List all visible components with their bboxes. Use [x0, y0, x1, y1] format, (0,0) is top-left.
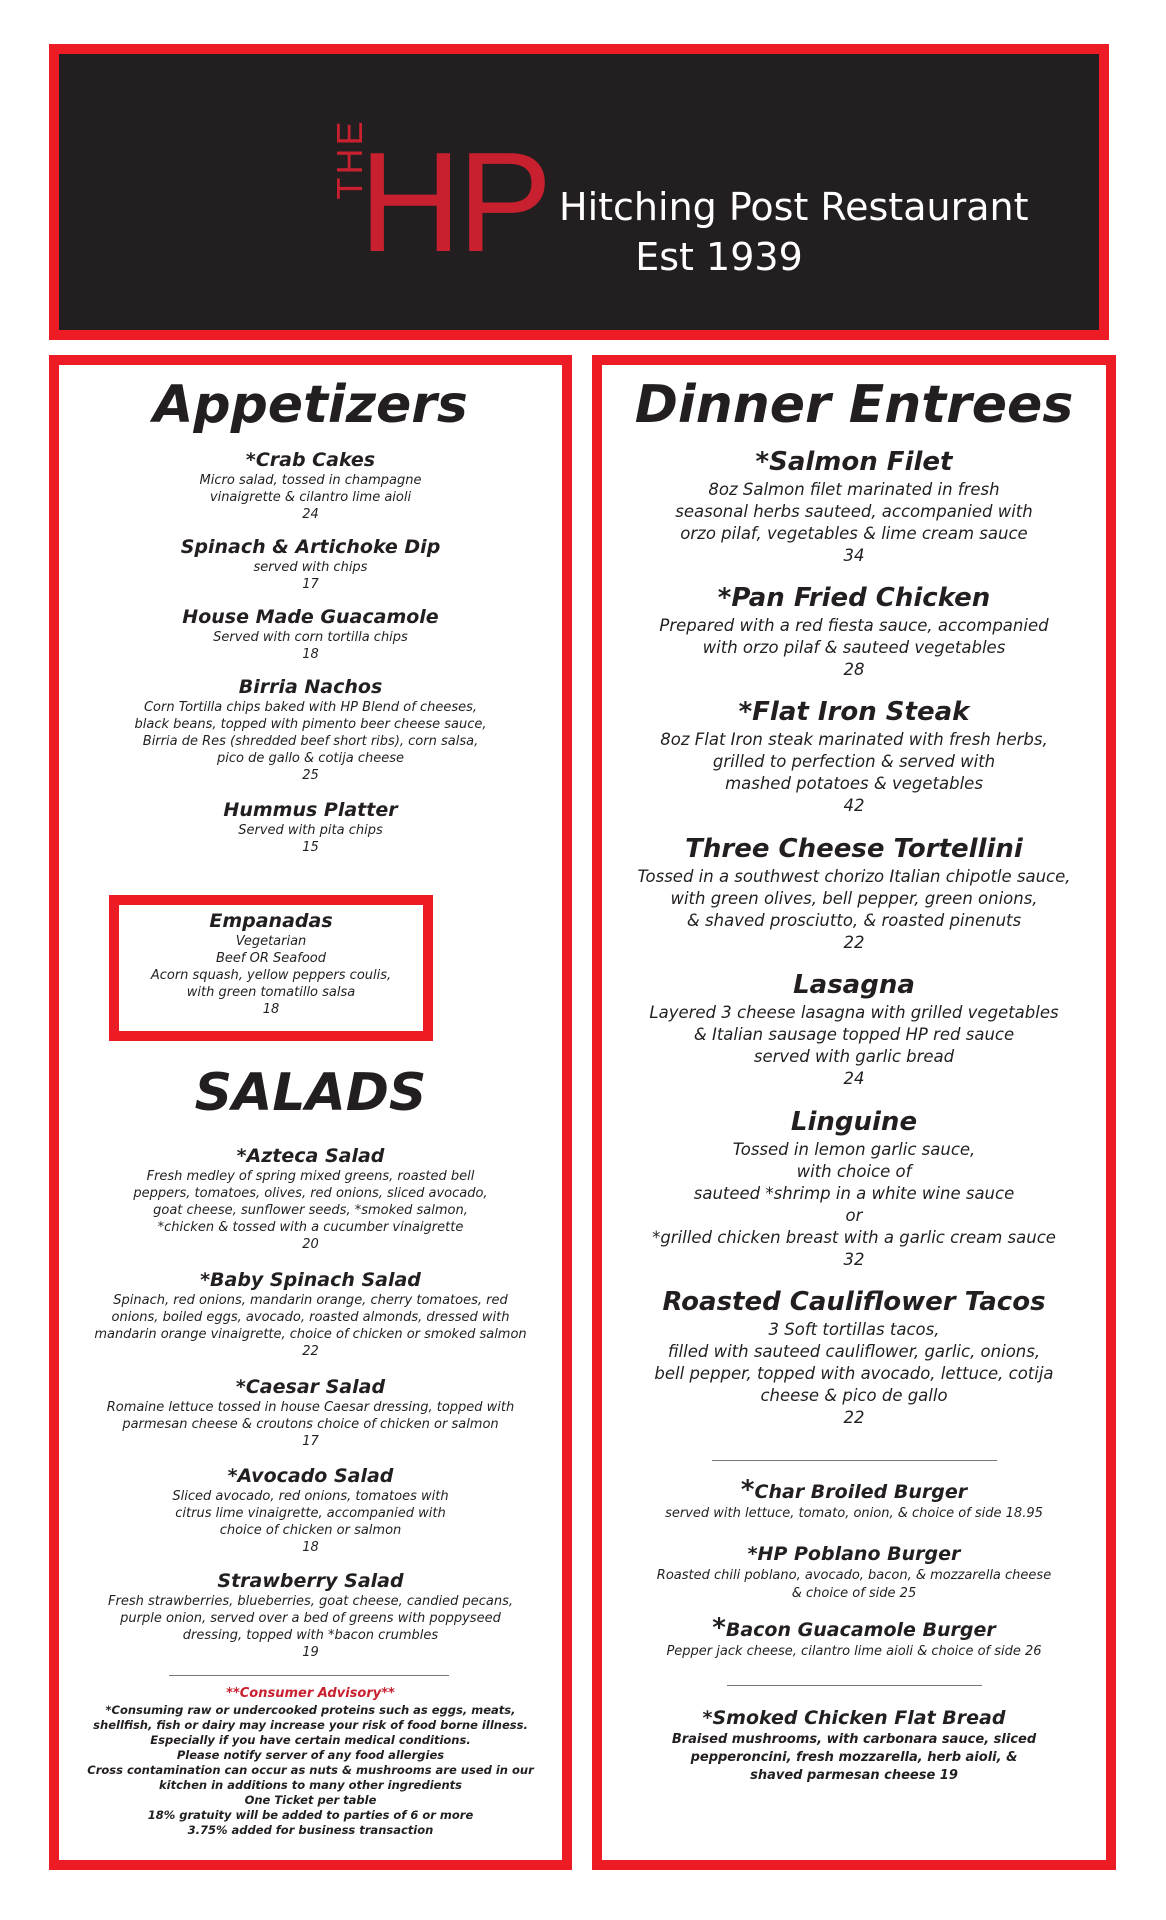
- item-desc: Sliced avocado, red onions, tomatoes with: [172, 1489, 449, 1504]
- item-desc: pepperoncini, fresh mozzarella, herb aioli, &: [690, 1750, 1018, 1765]
- item-desc: Romaine lettuce tossed in house Caesar dressing, topped with: [106, 1400, 515, 1415]
- item-desc: served with garlic bread: [753, 1047, 955, 1066]
- item-desc: mandarin orange vinaigrette, choice of chicken or smoked salmon: [94, 1327, 527, 1342]
- menu-item: [612, 1105, 1096, 1271]
- advisory-line: 3.75% added for business transaction: [187, 1823, 434, 1837]
- item-price: 42: [843, 796, 865, 815]
- item-desc: Tossed in a southwest chorizo Italian chipotle sauce,: [637, 867, 1071, 886]
- item-desc: citrus lime vinaigrette, accompanied with: [175, 1506, 446, 1521]
- advisory-line: *Consuming raw or undercooked proteins such as eggs, meats,: [105, 1703, 516, 1717]
- menu-item: [69, 1268, 552, 1360]
- item-name: *HP Poblano Burger: [747, 1543, 961, 1565]
- item-name: Roasted Cauliflower Tacos: [662, 1287, 1046, 1317]
- item-price: 19: [302, 1645, 319, 1660]
- item-name: House Made Guacamole: [182, 606, 439, 628]
- advisory-line: kitchen in additions to many other ingredients: [159, 1778, 462, 1792]
- advisory-line: Cross contamination can occur as nuts & mushrooms are used in our: [87, 1763, 534, 1777]
- item-desc: Tossed in lemon garlic sauce,: [732, 1140, 976, 1159]
- item-price: 17: [302, 577, 319, 592]
- item-name: *Smoked Chicken Flat Bread: [702, 1707, 1006, 1729]
- advisory-line: Especially if you have certain medical conditions.: [150, 1733, 471, 1747]
- item-desc: choice of chicken or salmon: [219, 1523, 402, 1538]
- item-desc: Fresh medley of spring mixed greens, roasted bell: [146, 1169, 475, 1184]
- salads-heading: SALADS: [194, 1063, 427, 1123]
- item-desc: served with chips: [253, 560, 368, 575]
- advisory-line: shellfish, fish or dairy may increase your risk of food borne illness.: [93, 1718, 528, 1732]
- item-name-row: [612, 1477, 1096, 1505]
- item-desc: Spinach, red onions, mandarin orange, cherry tomatoes, red: [113, 1293, 508, 1308]
- divider: [712, 1460, 997, 1461]
- menu-item: [69, 1464, 552, 1556]
- item-desc: purple onion, served over a bed of greens with poppyseed: [120, 1611, 501, 1626]
- item-desc: Pepper jack cheese, cilantro lime aioli & choice of side 26: [666, 1644, 1042, 1659]
- item-desc: parmesan cheese & croutons choice of chicken or salmon: [122, 1417, 499, 1432]
- item-name: *Baby Spinach Salad: [200, 1269, 421, 1291]
- item-desc: Served with corn tortilla chips: [213, 630, 408, 645]
- item-desc: Micro salad, tossed in champagne: [199, 473, 422, 488]
- star-marker: *: [740, 1475, 755, 1505]
- item-desc: 3 Soft tortillas tacos,: [768, 1320, 940, 1339]
- item-desc: *chicken & tossed with a cucumber vinaigrette: [157, 1220, 464, 1235]
- item-price: 32: [843, 1250, 865, 1269]
- dinner-entrees-panel: [592, 355, 1116, 1870]
- item-desc: Fresh strawberries, blueberries, goat cheese, candied pecans,: [108, 1594, 513, 1609]
- item-desc: & shaved prosciutto, & roasted pinenuts: [686, 911, 1022, 930]
- item-desc: with orzo pilaf & sauteed vegetables: [702, 638, 1006, 657]
- item-price: 18: [262, 1002, 280, 1017]
- item-name: *Avocado Salad: [227, 1465, 394, 1487]
- item-price: 22: [302, 1344, 319, 1359]
- item-desc: 8oz Salmon filet marinated in fresh: [708, 480, 1000, 499]
- menu-item: [69, 1144, 552, 1253]
- appetizers-heading: Appetizers: [153, 375, 468, 435]
- item-name: *Flat Iron Steak: [738, 697, 970, 727]
- item-name-row: [612, 1539, 1096, 1567]
- item-name: Strawberry Salad: [217, 1570, 404, 1592]
- item-name: Three Cheese Tortellini: [685, 834, 1023, 864]
- item-price: 18: [302, 1540, 319, 1555]
- star-marker: *: [712, 1613, 726, 1643]
- item-desc: Beef OR Seafood: [216, 951, 326, 966]
- menu-item: [69, 1375, 552, 1450]
- menu-item: [612, 581, 1096, 681]
- featured-item-box: [109, 895, 433, 1041]
- item-price: 24: [843, 1069, 865, 1088]
- item-desc: dressing, topped with *bacon crumbles: [182, 1628, 439, 1643]
- item-desc: cheese & pico de gallo: [760, 1386, 948, 1405]
- item-name: Bacon Guacamole Burger: [725, 1619, 996, 1641]
- item-name: Empanadas: [209, 910, 333, 932]
- menu-item: [69, 1569, 552, 1661]
- divider: [727, 1685, 982, 1686]
- item-desc: grilled to perfection & served with: [712, 752, 996, 771]
- menu-item: [69, 535, 552, 593]
- advisory-line: 18% gratuity will be added to parties of 6 or more: [147, 1808, 474, 1822]
- item-desc: Roasted chili poblano, avocado, bacon, & mozzarella cheese: [656, 1568, 1052, 1583]
- item-desc: Served with pita chips: [238, 823, 383, 838]
- consumer-advisory: [69, 1685, 552, 1838]
- menu-item: [69, 675, 552, 784]
- menu-item: [612, 445, 1096, 567]
- item-price: 15: [302, 840, 319, 855]
- item-desc: Birria de Res (shredded beef short ribs), corn salsa,: [142, 734, 479, 749]
- menu-item: [69, 798, 552, 856]
- item-name-row: [612, 1615, 1096, 1643]
- item-name: Lasagna: [793, 970, 915, 1000]
- menu-item: [612, 1285, 1096, 1429]
- divider: [169, 1675, 449, 1676]
- item-desc: Corn Tortilla chips baked with HP Blend of cheeses,: [143, 700, 478, 715]
- item-price: 20: [302, 1237, 319, 1252]
- item-desc: Layered 3 cheese lasagna with grilled vegetables: [649, 1003, 1059, 1022]
- item-desc: seasonal herbs sauteed, accompanied with: [675, 502, 1033, 521]
- item-desc: with choice of: [796, 1162, 912, 1181]
- item-price: 28: [843, 660, 865, 679]
- item-desc: *grilled chicken breast with a garlic cream sauce: [652, 1228, 1056, 1247]
- item-desc: goat cheese, sunflower seeds, *smoked salmon,: [153, 1203, 468, 1218]
- item-price: 17: [302, 1434, 319, 1449]
- item-desc: filled with sauteed cauliflower, garlic, onions,: [667, 1342, 1041, 1361]
- logo-hp-text: HP: [359, 123, 549, 282]
- item-name: *Pan Fried Chicken: [717, 583, 991, 613]
- item-price: 24: [302, 507, 319, 522]
- item-name: Birria Nachos: [238, 676, 383, 698]
- item-desc: served with lettuce, tomato, onion, & choice of side 18.95: [665, 1506, 1043, 1521]
- restaurant-name: Hitching Post Restaurant: [559, 185, 1029, 229]
- menu-item: [612, 968, 1096, 1090]
- item-name: Char Broiled Burger: [754, 1481, 968, 1503]
- item-desc: vinaigrette & cilantro lime aioli: [209, 490, 412, 505]
- menu-item: [612, 832, 1096, 954]
- item-desc: black beans, topped with pimento beer cheese sauce,: [134, 717, 487, 732]
- item-desc: bell pepper, topped with avocado, lettuce, cotija: [654, 1364, 1054, 1383]
- item-price: 25: [302, 768, 319, 783]
- item-name: *Salmon Filet: [755, 447, 953, 477]
- item-name: *Azteca Salad: [236, 1145, 385, 1167]
- menu-item: [119, 909, 423, 1018]
- item-name: Hummus Platter: [223, 799, 398, 821]
- item-price: 22: [843, 933, 865, 952]
- menu-item: [612, 1477, 1096, 1523]
- restaurant-name-block: [559, 182, 1029, 282]
- item-desc: onions, boiled eggs, avocado, roasted almonds, dressed with: [111, 1310, 510, 1325]
- restaurant-header: [49, 44, 1109, 340]
- item-desc: with green olives, bell pepper, green onions,: [670, 889, 1038, 908]
- item-name: Linguine: [790, 1107, 918, 1137]
- item-desc: with green tomatillo salsa: [186, 985, 356, 1000]
- advisory-line: Please notify server of any food allergies: [176, 1748, 445, 1762]
- item-desc: sauteed *shrimp in a white wine sauce: [693, 1184, 1015, 1203]
- dinner-entrees-heading: Dinner Entrees: [634, 375, 1074, 435]
- item-name: Spinach & Artichoke Dip: [180, 536, 441, 558]
- item-desc: orzo pilaf, vegetables & lime cream sauce: [680, 524, 1028, 543]
- menu-item: [612, 1539, 1096, 1603]
- item-name: *Crab Cakes: [245, 449, 376, 471]
- advisory-line: One Ticket per table: [244, 1793, 377, 1807]
- item-price: 34: [843, 546, 865, 565]
- item-desc: Vegetarian: [235, 934, 307, 949]
- item-desc: mashed potatoes & vegetables: [725, 774, 983, 793]
- menu-item: [612, 695, 1096, 817]
- item-desc: or: [845, 1206, 863, 1225]
- advisory-title: **Consumer Advisory**: [226, 1686, 395, 1701]
- item-name: *Caesar Salad: [235, 1376, 386, 1398]
- item-desc: pico de gallo & cotija cheese: [217, 751, 404, 766]
- item-desc: Acorn squash, yellow peppers coulis,: [150, 968, 392, 983]
- item-desc: shaved parmesan cheese 19: [750, 1768, 958, 1783]
- menu-item: [69, 605, 552, 663]
- item-desc: & Italian sausage topped HP red sauce: [693, 1025, 1015, 1044]
- menu-item: [612, 1615, 1096, 1661]
- logo-the-text: THE: [329, 118, 370, 200]
- menu-item: [69, 448, 552, 523]
- item-desc: Braised mushrooms, with carbonara sauce, sliced: [671, 1732, 1037, 1747]
- item-price: 22: [843, 1408, 865, 1427]
- menu-item: [612, 1705, 1096, 1785]
- appetizers-salads-panel: [49, 355, 572, 1870]
- item-price: 18: [302, 647, 319, 662]
- item-desc: & choice of side 25: [791, 1586, 917, 1601]
- item-desc: peppers, tomatoes, olives, red onions, sliced avocado,: [133, 1186, 488, 1201]
- item-desc: 8oz Flat Iron steak marinated with fresh herbs,: [660, 730, 1048, 749]
- established-year: Est 1939: [635, 235, 803, 279]
- item-desc: Prepared with a red fiesta sauce, accompanied: [659, 616, 1049, 635]
